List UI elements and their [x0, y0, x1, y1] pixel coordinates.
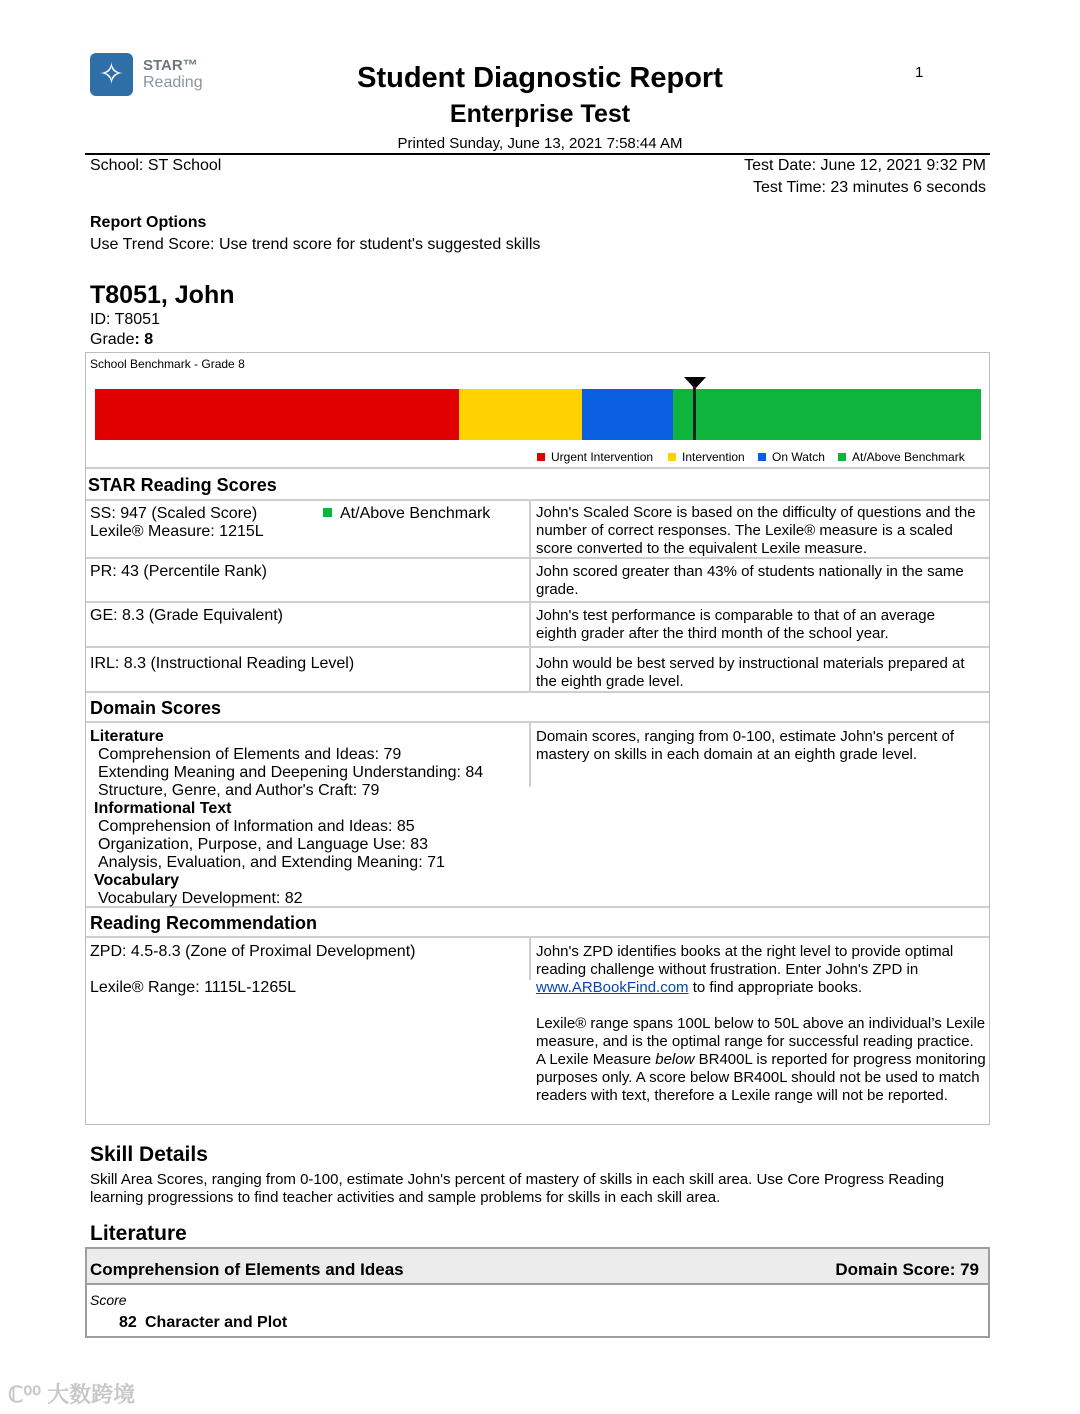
zpd-explanation — [536, 943, 966, 997]
divider — [86, 691, 989, 693]
star-scores-heading: STAR Reading Scores — [88, 475, 277, 495]
star-icon: ✧ — [98, 58, 125, 91]
literature-heading: Literature — [90, 1222, 187, 1245]
logo-brand: STAR™ — [143, 57, 198, 74]
scaled-score: SS: 947 (Scaled Score) — [90, 505, 258, 522]
divider — [86, 936, 989, 938]
skill-name: Character and Plot — [145, 1314, 288, 1331]
grade-equivalent: GE: 8.3 (Grade Equivalent) — [90, 607, 283, 624]
legend-on-watch-label: On Watch — [772, 450, 825, 464]
report-subtitle: Enterprise Test — [449, 100, 631, 128]
skill-details-text: Skill Area Scores, ranging from 0-100, estimate John's percent of mastery of skills in each skill area. Use Core Progress Reading learning progressions to find teacher activities and sample problems for skills in each skill area. — [90, 1171, 945, 1206]
legend-intervention-label: Intervention — [682, 450, 745, 464]
printed-date: Printed Sunday, June 13, 2021 7:58:44 AM — [397, 135, 683, 152]
skill-score-value: 82 — [119, 1314, 137, 1331]
report-title: Student Diagnostic Report — [357, 62, 723, 94]
domain-item: Comprehension of Information and Ideas: 85 — [98, 818, 415, 835]
student-id: ID: T8051 — [90, 311, 160, 328]
legend-at-above — [838, 450, 965, 464]
skill-details-heading: Skill Details — [90, 1143, 208, 1166]
legend-intervention — [668, 450, 745, 464]
domain-scores-heading: Domain Scores — [90, 698, 222, 718]
on-watch-bar — [582, 389, 673, 440]
urgent-intervention-bar — [95, 389, 459, 440]
at-above-benchmark-bar — [673, 389, 981, 440]
lexile-range: Lexile® Range: 1115L-1265L — [90, 979, 297, 996]
percentile-rank-explanation: John scored greater than 43% of students nationally in the same grade. — [536, 563, 964, 598]
lexile-emphasis: below — [655, 1051, 695, 1068]
divider — [86, 467, 989, 469]
zpd-text: John's ZPD identifies books at the right level to provide optimal reading challenge without frustration. Enter John's ZPD in — [536, 943, 954, 978]
page-number: 1 — [915, 64, 924, 81]
report-options-text: Use Trend Score: Use trend score for student's suggested skills — [90, 236, 541, 253]
zpd-text-end: to find appropriate books. — [688, 979, 863, 996]
header-divider — [85, 153, 990, 155]
score-marker-line — [693, 386, 696, 440]
divider — [86, 499, 989, 501]
divider — [86, 646, 989, 648]
benchmark-status-label: At/Above Benchmark — [340, 505, 491, 522]
student-grade — [90, 331, 153, 349]
divider — [86, 601, 989, 603]
student-name: T8051, John — [90, 281, 235, 309]
lexile-text: Lexile® range spans 100L below to 50L above an individual’s Lexile measure, and is the optimal range for successful reading practice. A Lexile Measure — [536, 1015, 986, 1068]
percentile-rank: PR: 43 (Percentile Rank) — [90, 563, 267, 580]
on-watch-swatch-icon — [758, 453, 766, 461]
benchmark-label: School Benchmark - Grade 8 — [90, 357, 245, 371]
domain-item: Structure, Genre, and Author's Craft: 79 — [98, 782, 380, 799]
school-name: School: ST School — [90, 157, 222, 174]
column-divider — [529, 938, 531, 980]
test-time: Test Time: 23 minutes 6 seconds — [753, 179, 986, 196]
zpd-value: ZPD: 4.5-8.3 (Zone of Proximal Development) — [90, 943, 416, 960]
domain-group-literature: Literature — [90, 728, 164, 745]
domain-item: Organization, Purpose, and Language Use: 83 — [98, 836, 429, 853]
benchmark-status-badge — [323, 505, 490, 523]
grade-label: Grade — [90, 331, 135, 348]
test-date: Test Date: June 12, 2021 9:32 PM — [744, 157, 986, 174]
domain-item: Analysis, Evaluation, and Extending Meaning: 71 — [98, 854, 445, 871]
urgent-swatch-icon — [537, 453, 545, 461]
domain-item: Vocabulary Development: 82 — [98, 890, 303, 907]
arbookfind-link[interactable]: www.ARBookFind.com — [536, 979, 689, 996]
legend-at-above-label: At/Above Benchmark — [852, 450, 965, 464]
legend-on-watch — [758, 450, 825, 464]
divider — [86, 721, 989, 723]
domain-group-vocabulary: Vocabulary — [94, 872, 180, 889]
intervention-swatch-icon — [668, 453, 676, 461]
intervention-bar — [459, 389, 582, 440]
lexile-text-end: BR400L is reported for progress monitoring purposes only. A score below BR400L should not be used to match readers with text, therefore a Lexile range will not be reported. — [536, 1051, 986, 1104]
lexile-range-explanation — [536, 1015, 986, 1105]
watermark — [8, 1378, 135, 1409]
domain-scores-explanation: Domain scores, ranging from 0-100, estimate John's percent of mastery on skills in each domain at an eighth grade level. — [536, 728, 955, 763]
instructional-reading-level: IRL: 8.3 (Instructional Reading Level) — [90, 655, 355, 672]
at-above-swatch-icon — [838, 453, 846, 461]
grade-equivalent-explanation: John's test performance is comparable to that of an average eighth grader after the third month of the school year. — [536, 607, 935, 642]
reading-recommendation-heading: Reading Recommendation — [90, 913, 318, 933]
watermark-text: 大数跨境 — [47, 1382, 136, 1407]
report-options-heading: Report Options — [90, 214, 207, 231]
skill-area-title: Comprehension of Elements and Ideas — [90, 1260, 404, 1279]
at-above-status-icon — [323, 508, 332, 517]
logo-product: Reading — [143, 74, 203, 91]
irl-explanation: John would be best served by instructional materials prepared at the eighth grade level. — [536, 655, 965, 690]
lexile-measure: Lexile® Measure: 1215L — [90, 523, 264, 540]
grade-value: : 8 — [134, 331, 154, 348]
watermark-logo-icon: ℂ⁰⁰ — [8, 1382, 48, 1407]
domain-item: Extending Meaning and Deepening Understanding: 84 — [98, 764, 484, 781]
legend-urgent-label: Urgent Intervention — [551, 450, 654, 464]
score-column-label: Score — [90, 1292, 127, 1308]
column-divider — [529, 501, 531, 691]
legend-urgent — [537, 450, 653, 464]
domain-item: Comprehension of Elements and Ideas: 79 — [98, 746, 402, 763]
domain-score: Domain Score: 79 — [835, 1260, 979, 1279]
scaled-score-explanation: John's Scaled Score is based on the difficulty of questions and the number of correct responses. The Lexile® measure is a scaled score converted to the equivalent Lexile measure. — [536, 504, 976, 557]
column-divider — [529, 723, 531, 787]
domain-group-informational-text: Informational Text — [94, 800, 232, 817]
